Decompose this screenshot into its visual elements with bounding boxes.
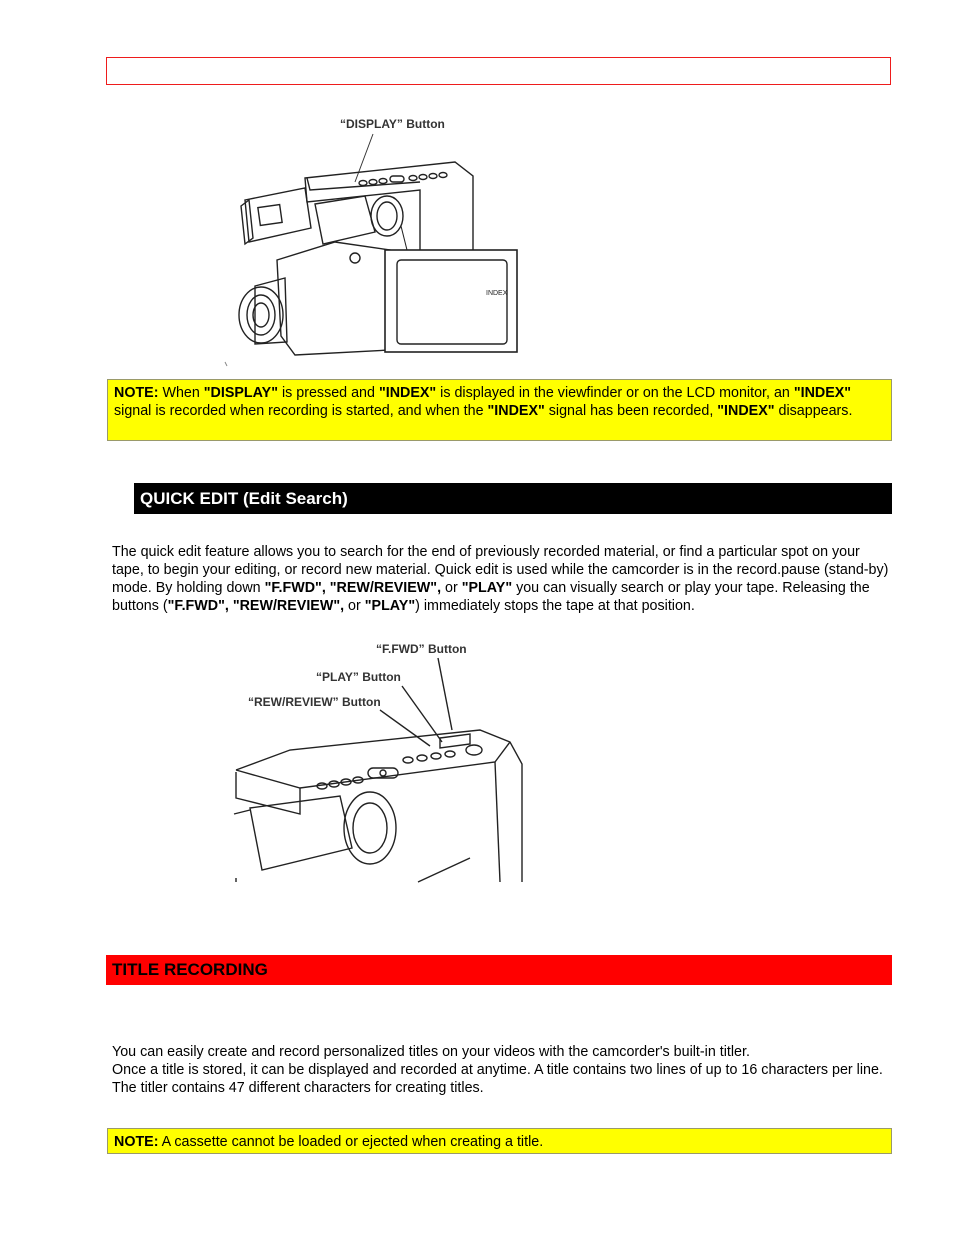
bold-text: "PLAY" bbox=[461, 580, 513, 596]
text-run: is pressed and bbox=[278, 385, 379, 401]
text-run: is displayed in the viewfinder or on the LCD monitor, an bbox=[436, 385, 794, 401]
text-run: A cassette cannot be loaded or ejected when creating a title. bbox=[158, 1134, 544, 1150]
text-run: you can visually search or play your tape. Releasing the buttons ( bbox=[112, 580, 870, 614]
bold-text: "F.FWD", "REW/REVIEW", bbox=[167, 598, 345, 614]
quick-edit-paragraph bbox=[112, 543, 892, 615]
text-run: When bbox=[158, 385, 204, 401]
display-button-label: “DISPLAY” Button bbox=[340, 117, 445, 131]
camcorder-quick-edit-figure bbox=[230, 638, 530, 882]
index-screen-text: INDEX bbox=[486, 290, 508, 297]
bold-text: "F.FWD", "REW/REVIEW", bbox=[264, 580, 442, 596]
title-recording-line: You can easily create and record personalized titles on your videos with the camcorder's built-in titler. bbox=[112, 1044, 750, 1060]
bold-text: NOTE: bbox=[114, 385, 159, 401]
play-button-label: “PLAY” Button bbox=[316, 670, 401, 684]
bold-text: "INDEX" bbox=[717, 403, 775, 419]
text-run: signal is recorded when recording is started, and when the bbox=[114, 403, 488, 419]
text-run: or bbox=[441, 580, 462, 596]
bold-text: NOTE: bbox=[114, 1134, 159, 1150]
note-text bbox=[114, 1134, 543, 1150]
title-recording-paragraph bbox=[112, 1043, 892, 1097]
rew-review-button-label: “REW/REVIEW” Button bbox=[248, 695, 381, 709]
text-run: disappears. bbox=[774, 403, 853, 419]
cassette-note bbox=[107, 1128, 892, 1154]
display-index-note bbox=[107, 379, 892, 441]
title-recording-line: The titler contains 47 different characters for creating titles. bbox=[112, 1080, 484, 1096]
title-recording-heading: TITLE RECORDING bbox=[106, 955, 892, 985]
camcorder-display-figure bbox=[215, 110, 535, 372]
text-run: signal has been recorded, bbox=[544, 403, 718, 419]
title-recording-line: Once a title is stored, it can be displayed and recorded at anytime. A title contains two lines of up to 16 characters per line. bbox=[112, 1062, 883, 1078]
text-run: The quick edit feature allows you to search for the end of previously recorded material, or find a particular spot on your tape, to begin your editing, or record new material. Quick edit is used while the camcorder is in the record.pause (stand-by) mode. By holding down bbox=[112, 544, 889, 596]
bold-text: "INDEX" bbox=[378, 385, 437, 401]
bold-text: "PLAY" bbox=[364, 598, 416, 614]
bold-text: "INDEX" bbox=[487, 403, 545, 419]
ffwd-button-label: “F.FWD” Button bbox=[376, 642, 467, 656]
bold-text: "DISPLAY" bbox=[203, 385, 278, 401]
quick-edit-text bbox=[112, 544, 888, 614]
text-run: ) immediately stops the tape at that position. bbox=[415, 598, 695, 614]
text-run: or bbox=[344, 598, 365, 614]
note-text bbox=[114, 385, 852, 419]
quick-edit-heading: QUICK EDIT (Edit Search) bbox=[134, 483, 892, 514]
bold-text: "INDEX" bbox=[793, 385, 852, 401]
header-frame bbox=[106, 57, 891, 85]
